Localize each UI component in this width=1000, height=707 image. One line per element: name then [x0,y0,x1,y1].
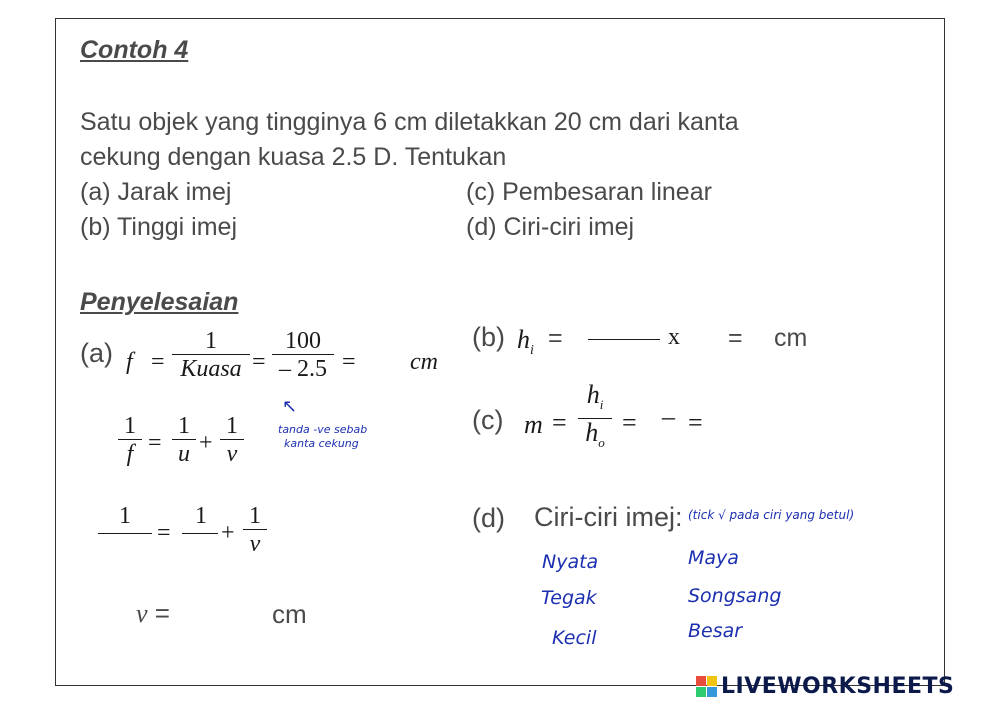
answer-b-second-input[interactable] [688,320,722,350]
fraction-one-over-kuasa: 1 Kuasa [172,328,250,383]
equals-sign: = [622,408,637,437]
f-unit: cm [410,349,438,375]
example-heading: Contoh 4 [80,36,189,64]
fraction-one-over-v: 1 v [243,503,267,558]
equals-sign: = [252,349,266,375]
equals-sign: = [548,324,563,352]
one-numerator: 1 [119,503,131,529]
equals-sign: = [151,349,165,375]
f-symbol: f [126,349,133,375]
annotation-arrow: ↖ [282,396,298,417]
question-part-b: (b) Tinggi imej [80,213,237,241]
equals-sign: = [148,430,162,456]
hi-unit: cm [774,324,808,352]
part-d-title: Ciri-ciri imej: [534,502,683,532]
option-maya[interactable]: Maya [688,547,739,569]
equals-sign: = [728,324,743,352]
option-tegak[interactable]: Tegak [541,587,597,609]
part-c-label: (c) [472,405,504,435]
question-line-2: cekung dengan kuasa 2.5 D. Tentukan [80,143,507,171]
question-part-d: (d) Ciri-ciri imej [466,213,635,241]
option-besar[interactable]: Besar [688,620,743,642]
one-numerator: 1 [195,503,207,529]
answer-b-first-input[interactable] [588,318,660,340]
answer-u-input[interactable] [182,538,218,568]
answer-c-denominator-input[interactable] [655,425,685,445]
equals-sign: = [688,408,703,437]
plus-sign: + [221,520,235,546]
fraction-one-over-u: 1 u [172,413,196,468]
equals-sign: = [342,349,356,375]
v-unit: cm [272,599,307,629]
fraction-100-over-minus-2-5: 100 – 2.5 [272,328,334,383]
fraction-dash: – [662,402,675,431]
answer-f-input[interactable] [362,344,408,376]
equals-sign: = [157,520,171,546]
annotation-line-2: kanta cekung [284,437,359,450]
part-d-instruction: (tick √ pada ciri yang betul) [688,508,855,522]
liveworksheets-logo [696,674,954,699]
answer-v-input[interactable] [186,596,262,630]
part-a-label: (a) [80,338,113,368]
v-result-label: v = [136,598,170,628]
question-part-a: (a) Jarak imej [80,178,232,206]
brand-name: LIVEWORKSHEETS [721,674,955,699]
brand-mark-icon [696,676,717,697]
answer-c-numerator-input[interactable] [655,385,685,405]
option-songsang[interactable]: Songsang [688,585,782,607]
question-part-c: (c) Pembesaran linear [466,178,712,206]
fraction-one-over-f: 1 f [118,413,142,468]
solution-heading: Penyelesaian [80,288,239,316]
fraction-one-over-v: 1 v [220,413,244,468]
fraction-bar-blank-2 [182,533,218,534]
option-kecil[interactable]: Kecil [552,627,597,649]
annotation-line-1: tanda -ve sebab [278,423,368,436]
answer-c-result-input[interactable] [714,404,774,436]
hi-symbol: $h_i$ [517,325,534,359]
answer-f-denominator-input[interactable] [98,538,152,568]
answer-b-result-input[interactable] [748,320,772,350]
question-line-1: Satu objek yang tingginya 6 cm diletakkan 20 cm dari kanta [80,108,739,136]
m-symbol: m [524,410,543,439]
option-nyata[interactable]: Nyata [542,551,599,573]
part-d-label: (d) [472,503,505,533]
plus-sign: + [199,430,213,456]
equals-sign: = [552,408,567,437]
fraction-hi-over-ho: $h_i$ $h_o$ [578,382,612,457]
times-sign: x [668,324,680,350]
fraction-bar-blank-1 [98,533,152,534]
part-b-label: (b) [472,322,505,352]
